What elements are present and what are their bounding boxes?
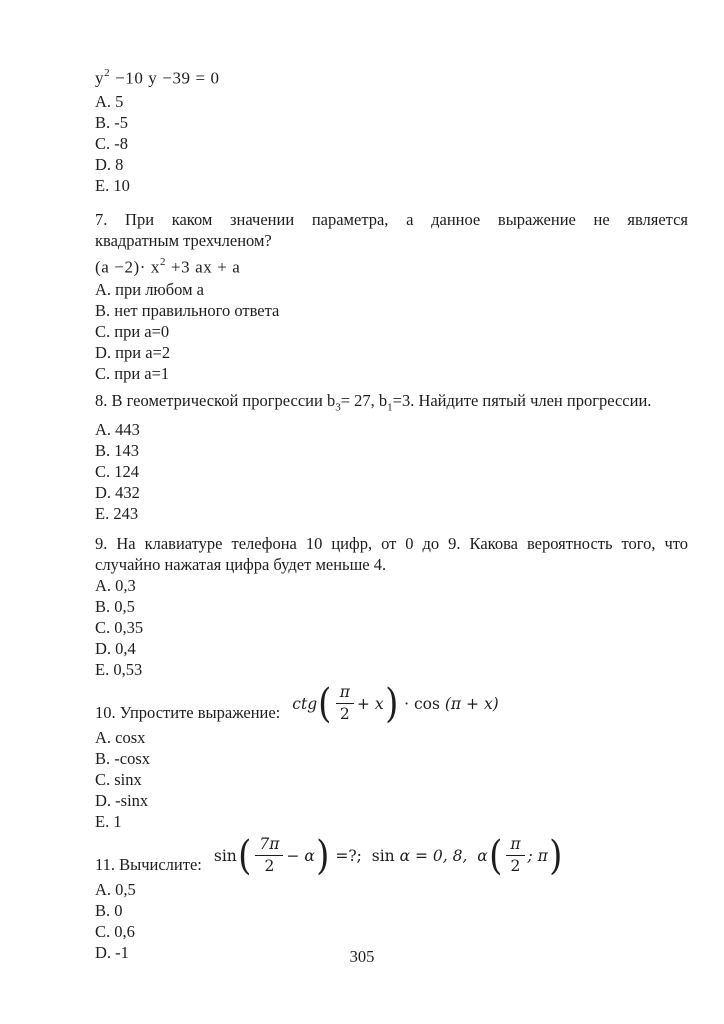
- q8-text: 8. В геометрической прогрессии b: [95, 391, 336, 411]
- formula-term: (π + x): [439, 694, 499, 713]
- fraction-denominator: 2: [510, 857, 521, 876]
- open-paren: (: [318, 680, 332, 727]
- options-list-q6: [95, 91, 688, 196]
- answer-option: A. 0,3: [95, 575, 136, 595]
- equation-exponent: 2: [160, 255, 167, 268]
- answer-option: D. 432: [95, 482, 140, 502]
- equation-rest: +3 ax + a: [166, 257, 241, 277]
- answer-option: C. 0,35: [95, 617, 144, 637]
- q8-text: =3. Найдите пятый член прогрессии.: [392, 391, 652, 411]
- options-list-q8: [95, 419, 688, 524]
- answer-option: D. 8: [95, 154, 124, 174]
- answer-option: E. 0,53: [95, 659, 143, 679]
- answer-option: A. 443: [95, 419, 140, 439]
- formula-q11: [214, 834, 564, 878]
- question-block-6: [95, 62, 688, 196]
- equation-rest: −10 y −39 = 0: [110, 68, 220, 88]
- answer-option: B. 0: [95, 900, 123, 920]
- q8-subscript: 3: [335, 401, 341, 414]
- fraction-denominator: 2: [264, 857, 275, 876]
- question-block-8: [95, 390, 688, 523]
- question-row-q10: [95, 682, 688, 726]
- equals-question: =?;: [330, 846, 372, 865]
- question-text-q8: [95, 390, 688, 418]
- q8-subscript: 1: [387, 401, 393, 414]
- multiply-dot: ·: [399, 694, 414, 713]
- function-sin: sin: [213, 846, 237, 865]
- question-label-q11: 11. Вычислите:: [95, 854, 202, 874]
- question-row-q11: [95, 834, 688, 878]
- answer-option: C. -8: [95, 133, 128, 153]
- fraction-numerator: π: [506, 835, 524, 856]
- answer-option: A. cosx: [95, 727, 146, 747]
- answer-option: C. 0,6: [95, 921, 135, 941]
- fraction: [336, 683, 354, 724]
- fraction: [255, 835, 283, 876]
- q8-text: = 27, b: [340, 391, 388, 411]
- question-text-line2: квадратным трехчленом?: [95, 230, 272, 250]
- question-text-line1: 9. На клавиатуре телефона 10 цифр, от 0 до 9. Какова вероятность того, что: [95, 533, 688, 553]
- fraction-numerator: π: [336, 683, 354, 704]
- answer-option: E. 10: [95, 175, 130, 195]
- question-block-7: [95, 209, 688, 385]
- equation-base: (a −2)· x: [95, 257, 161, 277]
- question-block-9: [95, 533, 688, 680]
- page-number: 305: [349, 947, 375, 966]
- close-paren: ): [549, 832, 563, 879]
- fraction-denominator: 2: [339, 705, 350, 724]
- function-ctg: ctg: [292, 694, 318, 713]
- question-text-line2: случайно нажатая цифра будет меньше 4.: [95, 554, 387, 574]
- close-paren: ): [384, 680, 399, 727]
- open-paren: (: [237, 832, 252, 879]
- answer-option: D. 0,4: [95, 638, 136, 658]
- equation-q7: [95, 251, 688, 280]
- answer-option: A. 5: [95, 91, 124, 111]
- equation-q6: [95, 62, 688, 91]
- answer-option: C. при a=0: [95, 322, 170, 342]
- question-label-q10: 10. Упростите выражение:: [95, 702, 281, 722]
- question-block-11: [95, 834, 688, 963]
- answer-option: A. 0,5: [95, 879, 136, 899]
- question-block-10: [95, 682, 688, 832]
- formula-term: + x: [356, 694, 384, 713]
- open-paren: (: [488, 832, 503, 879]
- options-list-q10: [95, 727, 688, 832]
- answer-option: D. при a=2: [95, 343, 171, 363]
- function-sin: sin: [371, 846, 395, 865]
- answer-option: C. sinx: [95, 769, 142, 789]
- answer-option: C. 124: [95, 461, 140, 481]
- answer-option: D. -1: [95, 942, 129, 962]
- options-list-q7: [95, 279, 688, 384]
- fraction: [506, 835, 524, 876]
- answer-option: B. 0,5: [95, 596, 135, 616]
- answer-option: E. 1: [95, 811, 122, 831]
- answer-option: B. -cosx: [95, 748, 150, 768]
- equation-base: y: [95, 68, 105, 88]
- formula-term: α = 0, 8, α: [394, 846, 488, 865]
- answer-option: B. 143: [95, 440, 140, 460]
- close-paren: ): [316, 832, 330, 879]
- formula-q10: [292, 682, 498, 726]
- answer-option: B. -5: [95, 112, 128, 132]
- fraction-numerator: 7π: [255, 835, 283, 856]
- equation-exponent: 2: [104, 67, 111, 79]
- answer-option: D. -sinx: [95, 790, 149, 810]
- question-text-line1: 7. При каком значении параметра, а данное выражение не является: [95, 209, 688, 229]
- formula-term: ; π: [527, 846, 548, 865]
- answer-option: C. при a=1: [95, 364, 170, 384]
- answer-option: B. нет правильного ответа: [95, 301, 280, 321]
- function-cos: cos: [413, 694, 440, 713]
- answer-option: E. 243: [95, 503, 139, 523]
- options-list-q9: [95, 575, 688, 680]
- answer-option: A. при любом a: [95, 280, 204, 300]
- formula-term: − α: [286, 846, 315, 865]
